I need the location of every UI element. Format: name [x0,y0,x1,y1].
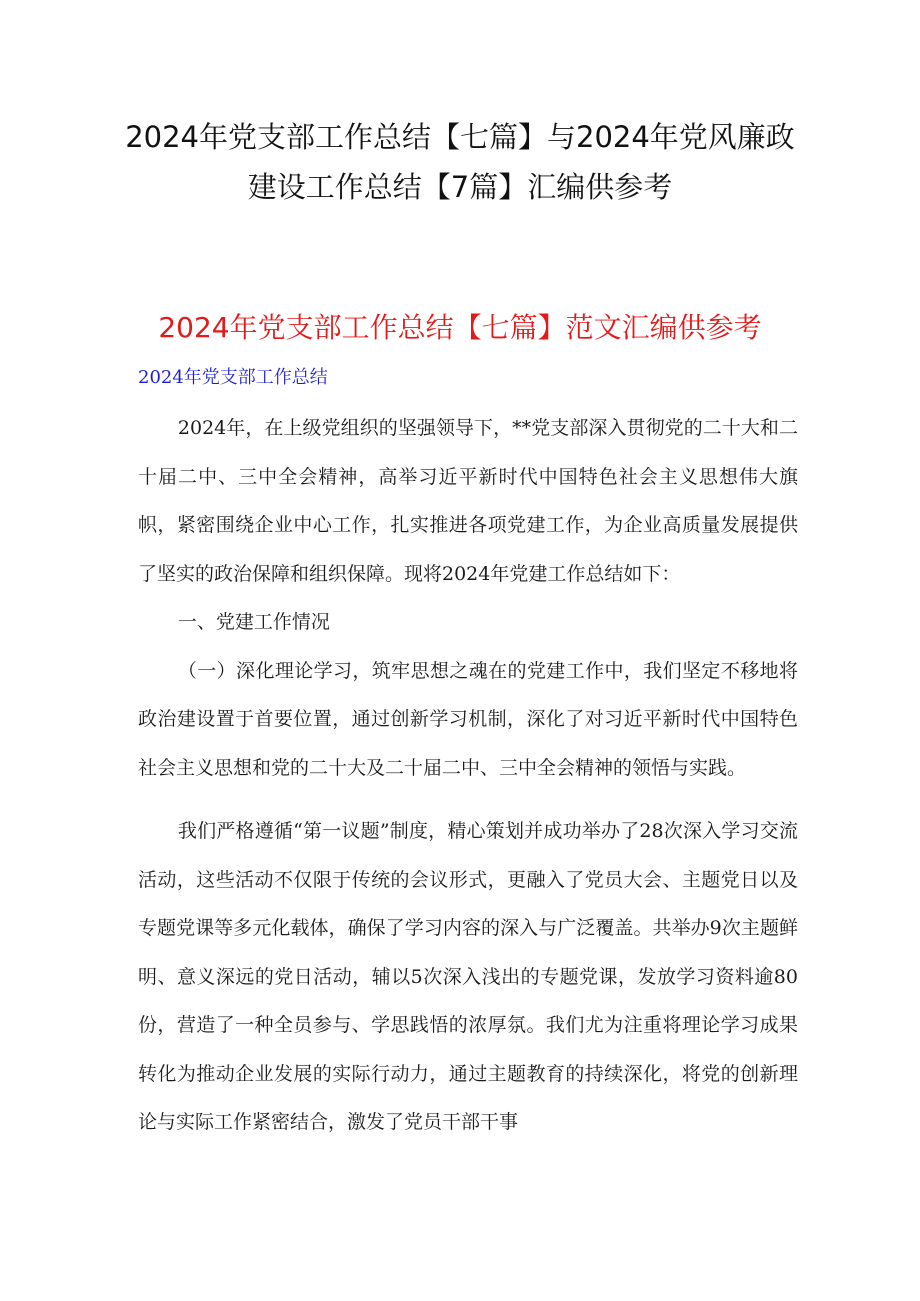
paragraph-section-heading: 一、党建工作情况 [177,611,330,633]
section-title: 2024年党支部工作总结【七篇】范文汇编供参考 [158,311,762,344]
paragraph-first-topic-system: 我们严格遵循“第一议题”制度，精心策划并成功举办了28次深入学习交流活动，这些活动不仅限于传统的会议形式，更融入了党员大会、主题党日以及专题党课等多元化载体，确保了学习内容的深入与广泛覆盖。共举办9次主题鲜明、意义深远的党日活动，辅以5次深入浅出的专题党课，发放学习资料逾80份，营造了一种全员参与、学思践悟的浓厚氛。我们尤为注重将理论学习成果转化为推动企业发展的实际行动力，通过主题教育的持续深化，将党的创新理论与实际工作紧密结合，激发了党员干部干事 [138,820,798,1133]
paragraph-theory-study: （一）深化理论学习，筑牢思想之魂在的党建工作中，我们坚定不移地将政治建设置于首要位置，通过创新学习机制，深化了对习近平新时代中国特色社会主义思想和党的二十大及二十届二中、三中全会精神的领悟与实践。 [138,659,798,779]
document-title [110,112,810,212]
paragraph-intro: 2024年，在上级党组织的坚强领导下，**党支部深入贯彻党的二十大和二十届二中、三中全会精神，高举习近平新时代中国特色社会主义思想伟大旗帜，紧密围绕企业中心工作，扎实推进各项党建工作，为企业高质量发展提供了坚实的政治保障和组织保障。现将2024年党建工作总结如下： [138,417,798,585]
article-body [138,404,798,1147]
document-title-line-1: 2024年党支部工作总结【七篇】与2024年党风廉政 [125,120,795,154]
article-subheading: 2024年党支部工作总结 [138,367,328,388]
document-title-line-2: 建设工作总结【7篇】汇编供参考 [247,170,673,204]
